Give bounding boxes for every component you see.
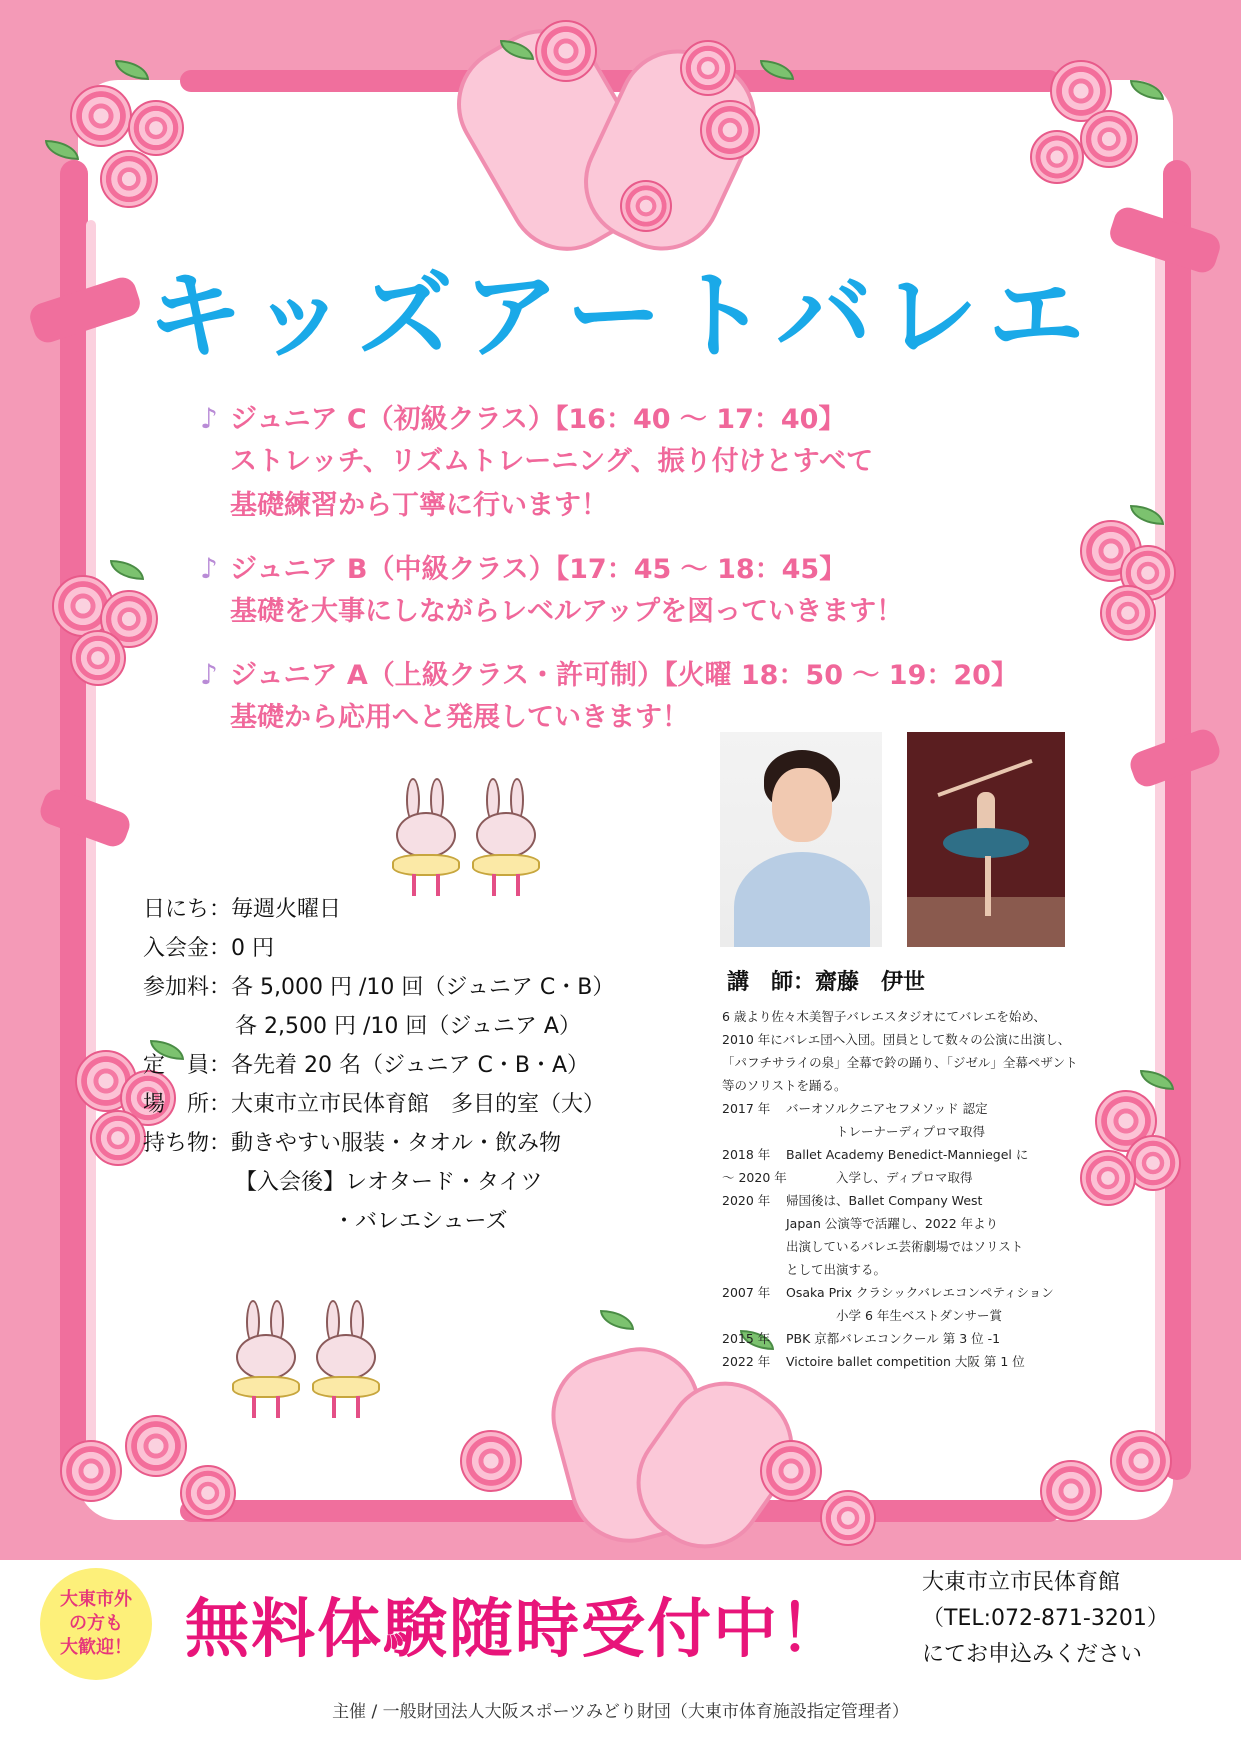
career-text: トレーナーディプロマ取得 bbox=[836, 1124, 986, 1139]
career-entry bbox=[722, 1143, 1082, 1166]
bio-intro bbox=[722, 1005, 1082, 1097]
event-details bbox=[143, 890, 703, 1241]
rose-icon bbox=[1080, 1150, 1136, 1206]
schedule-label: 日にち： bbox=[143, 897, 232, 922]
career-text: Japan 公演等で活躍し、2022 年より bbox=[786, 1216, 999, 1231]
career-entry bbox=[722, 1097, 1082, 1143]
career-year: 2022 年 bbox=[722, 1354, 771, 1369]
venue-label: 場 所： bbox=[143, 1092, 232, 1117]
music-note-icon: ♪ bbox=[200, 552, 218, 585]
welcome-badge bbox=[40, 1568, 152, 1680]
fee-value: 各 2,500 円 /10 回（ジュニア A） bbox=[235, 1014, 581, 1039]
items-value: 動きやすい服装・タオル・飲み物 bbox=[231, 1131, 562, 1156]
rose-icon bbox=[1040, 1460, 1102, 1522]
bunny-dancers-illustration bbox=[228, 1300, 408, 1430]
entry-fee-row bbox=[143, 929, 703, 968]
bunny-icon bbox=[308, 1300, 384, 1420]
rose-icon bbox=[760, 1440, 822, 1502]
venue-value: 大東市立市民体育館 多目的室（大） bbox=[231, 1092, 606, 1117]
bunny-icon bbox=[468, 778, 544, 898]
class-heading: ジュニア A（上級クラス・許可制）【火曜 18：50 ～ 19：20】 bbox=[230, 660, 1018, 691]
rose-icon bbox=[460, 1430, 522, 1492]
page-title: キッズアートバレエ bbox=[146, 260, 1095, 372]
career-year: ～ 2020 年 bbox=[722, 1170, 787, 1185]
career-text: 出演しているバレエ芸術劇場ではソリスト bbox=[786, 1239, 1024, 1254]
career-entry bbox=[722, 1350, 1082, 1373]
contact-instruction: にてお申込みください bbox=[922, 1642, 1143, 1667]
class-junior-b bbox=[200, 550, 1050, 634]
contact-phone[interactable]: （TEL:072-871-3201） bbox=[922, 1606, 1169, 1631]
rose-icon bbox=[180, 1465, 236, 1521]
class-heading: ジュニア C（初級クラス）【16：40 ～ 17：40】 bbox=[230, 404, 846, 435]
capacity-row bbox=[143, 1046, 703, 1085]
career-year: 2020 年 bbox=[722, 1193, 771, 1208]
after-join-items: 【入会後】レオタード・タイツ bbox=[235, 1170, 543, 1195]
venue-row bbox=[143, 1085, 703, 1124]
career-text: PBK 京都バレエコンクール 第 3 位 -1 bbox=[786, 1331, 1001, 1346]
free-trial-banner: 無料体験随時受付中！ bbox=[185, 1593, 845, 1667]
after-join-items: ・バレエシューズ bbox=[333, 1209, 508, 1234]
entry-fee-label: 入会金： bbox=[143, 936, 232, 961]
music-note-icon: ♪ bbox=[200, 658, 218, 691]
badge-line: 大東市外 bbox=[60, 1589, 132, 1610]
bio-line: 2010 年にバレエ団へ入団。団員として数々の公演に出演し、 bbox=[722, 1032, 1071, 1047]
ribbon-right-highlight bbox=[1155, 220, 1165, 1460]
rose-icon bbox=[620, 180, 672, 232]
after-join-row bbox=[143, 1163, 703, 1202]
career-text: Osaka Prix クラシックバレエコンペティション bbox=[786, 1285, 1054, 1300]
fee-row bbox=[143, 968, 703, 1007]
career-year: 2017 年 bbox=[722, 1101, 771, 1116]
rose-icon bbox=[1080, 110, 1138, 168]
badge-line: 大歓迎！ bbox=[60, 1637, 132, 1658]
class-heading: ジュニア B（中級クラス）【17：45 ～ 18：45】 bbox=[230, 554, 847, 585]
class-list bbox=[200, 400, 1050, 762]
career-entry bbox=[722, 1281, 1082, 1327]
rose-icon bbox=[1100, 585, 1156, 641]
bunny-dancers-illustration bbox=[388, 778, 568, 908]
rose-icon bbox=[680, 40, 736, 96]
instructor-performance-photo bbox=[907, 732, 1065, 947]
items-label: 持ち物： bbox=[143, 1131, 232, 1156]
rose-icon bbox=[1030, 130, 1084, 184]
entry-fee-value: 0 円 bbox=[231, 936, 275, 961]
class-junior-c bbox=[200, 400, 1050, 528]
schedule-value: 毎週火曜日 bbox=[231, 897, 342, 922]
bio-line: 「パフチサライの泉」全幕で鈴の踊り、「ジゼル」全幕ペザント bbox=[722, 1055, 1078, 1070]
class-description: ストレッチ、リズムトレーニング、振り付けとすべて bbox=[230, 446, 874, 477]
rose-icon bbox=[70, 85, 132, 147]
fee-row-2 bbox=[143, 1007, 703, 1046]
bunny-icon bbox=[388, 778, 464, 898]
rose-icon bbox=[125, 1415, 187, 1477]
badge-line: の方も bbox=[69, 1613, 123, 1634]
schedule-row bbox=[143, 890, 703, 929]
career-entry bbox=[722, 1166, 1082, 1189]
capacity-label: 定 員： bbox=[143, 1053, 232, 1078]
rose-icon bbox=[70, 630, 126, 686]
class-description: 基礎練習から丁寧に行います！ bbox=[230, 490, 608, 521]
bio-line: 6 歳より佐々木美智子バレエスタジオにてバレエを始め、 bbox=[722, 1009, 1046, 1024]
class-description: 基礎から応用へと発展していきます！ bbox=[230, 702, 689, 733]
career-entry bbox=[722, 1327, 1082, 1350]
rose-icon bbox=[700, 100, 760, 160]
instructor-portrait-photo bbox=[720, 732, 882, 947]
after-join-row-2 bbox=[143, 1202, 703, 1241]
career-year: 2018 年 bbox=[722, 1147, 771, 1162]
career-year: 2007 年 bbox=[722, 1285, 771, 1300]
career-text: バーオソルクニアセフメソッド 認定 bbox=[786, 1101, 988, 1116]
sponsor-line: 主催 / 一般財団法人大阪スポーツみどり財団（大東市体育施設指定管理者） bbox=[332, 1702, 909, 1722]
bio-line: 等のソリストを踊る。 bbox=[722, 1078, 847, 1093]
fee-value: 各 5,000 円 /10 回（ジュニア C・B） bbox=[231, 975, 615, 1000]
class-junior-a bbox=[200, 656, 1050, 740]
rose-icon bbox=[535, 20, 597, 82]
career-text: 小学 6 年生ベストダンサー賞 bbox=[836, 1308, 1003, 1323]
instructor-name: 講 師：齋藤 伊世 bbox=[727, 970, 926, 995]
career-text: 帰国後は、Ballet Company West bbox=[786, 1193, 983, 1208]
career-entry bbox=[722, 1189, 1082, 1281]
items-row bbox=[143, 1124, 703, 1163]
rose-icon bbox=[60, 1440, 122, 1502]
class-description: 基礎を大事にしながらレベルアップを図っていきます！ bbox=[230, 596, 904, 627]
rose-icon bbox=[100, 150, 158, 208]
career-text: Ballet Academy Benedict-Manniegel に bbox=[786, 1147, 1029, 1162]
instructor-bio bbox=[722, 1005, 1082, 1373]
career-year: 2015 年 bbox=[722, 1331, 771, 1346]
career-text: 入学し、ディプロマ取得 bbox=[836, 1170, 973, 1185]
fee-label: 参加料： bbox=[143, 975, 232, 1000]
rose-icon bbox=[128, 100, 184, 156]
contact-venue: 大東市立市民体育館 bbox=[922, 1570, 1121, 1595]
bunny-icon bbox=[228, 1300, 304, 1420]
rose-icon bbox=[1110, 1430, 1172, 1492]
music-note-icon: ♪ bbox=[200, 402, 218, 435]
career-text: として出演する。 bbox=[786, 1262, 887, 1277]
contact-info bbox=[922, 1565, 1169, 1673]
capacity-value: 各先着 20 名（ジュニア C・B・A） bbox=[231, 1053, 590, 1078]
rose-icon bbox=[90, 1110, 146, 1166]
career-text: Victoire ballet competition 大阪 第 1 位 bbox=[786, 1354, 1025, 1369]
rose-icon bbox=[820, 1490, 876, 1546]
